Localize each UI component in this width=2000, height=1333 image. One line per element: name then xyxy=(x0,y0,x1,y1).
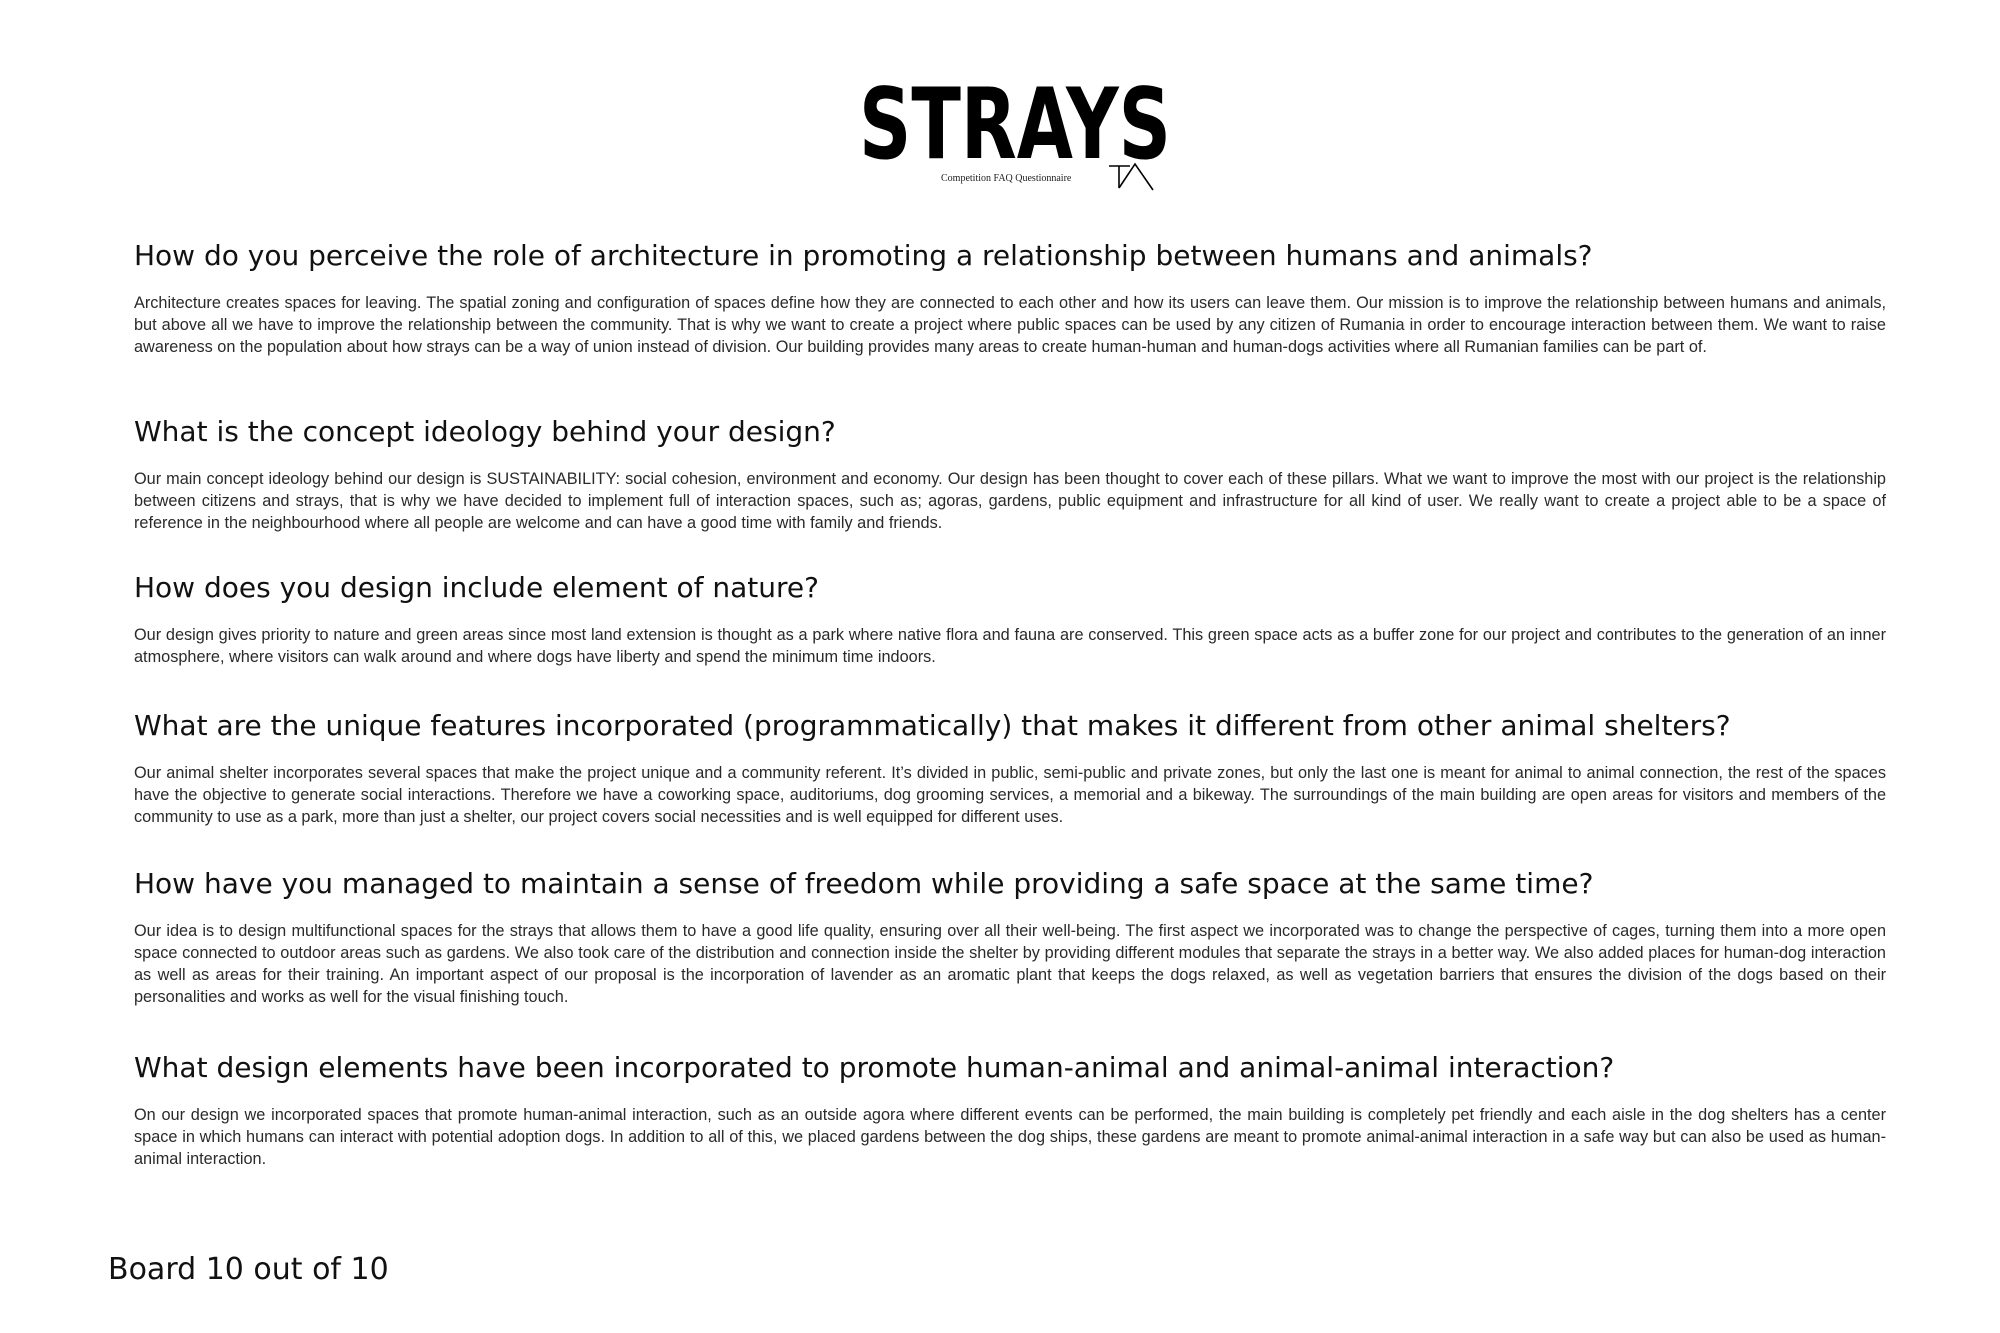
faq-item-3 xyxy=(134,570,1886,668)
faq-answer: Our main concept ideology behind our design is SUSTAINABILITY: social cohesion, environment and economy. Our design has been thought to cover each of these pillars. What we want to improve the most with our project is the relationship between citizens and strays, that is why we have decided to implement full of interaction spaces, such as; agoras, gardens, public equipment and infrastructure for all kind of user. We really want to create a project able to be a space of reference in the neighbourhood where all people are welcome and can have a good time with family and friends. xyxy=(134,470,1886,532)
board-counter: Board 10 out of 10 xyxy=(108,1252,389,1287)
faq-question: What are the unique features incorporated (programmatically) that makes it different from other animal shelters? xyxy=(134,709,1731,742)
faq-item-1 xyxy=(134,238,1886,358)
faq-item-4 xyxy=(134,708,1886,828)
faq-answer: Our animal shelter incorporates several spaces that make the project unique and a community referent. It’s divided in public, semi-public and private zones, but only the last one is meant for animal to animal connection, the rest of the spaces have the objective to generate social interactions. Therefore we have a coworking space, auditoriums, dog grooming services, a memorial and a bikeway. The surroundings of the main building are open areas for visitors and members of the community to use as a park, more than just a shelter, our project covers social necessities and is well equipped for different uses. xyxy=(134,764,1886,826)
faq-question: What design elements have been incorporated to promote human-animal and animal-animal interaction? xyxy=(134,1051,1615,1084)
faq-question: How have you managed to maintain a sense of freedom while providing a safe space at the same time? xyxy=(134,867,1594,900)
faq-item-6 xyxy=(134,1050,1886,1170)
faq-question: How do you perceive the role of architecture in promoting a relationship between humans and animals? xyxy=(134,239,1593,272)
faq-item-5 xyxy=(134,866,1886,1008)
faq-answer: Our design gives priority to nature and green areas since most land extension is thought as a park where native flora and fauna are conserved. This green space acts as a buffer zone for our project and contributes to the generation of an inner atmosphere, where visitors can walk around and where dogs have liberty and spend the minimum time indoors. xyxy=(134,626,1886,666)
logo-text: STRAYS xyxy=(859,70,1171,170)
faq-question: What is the concept ideology behind your design? xyxy=(134,415,836,448)
strays-logo xyxy=(855,70,1175,170)
faq-answer: Architecture creates spaces for leaving. The spatial zoning and configuration of spaces define how they are connected to each other and how its users can leave them. Our mission is to improve the relationship between humans and animals, but above all we have to improve the relationship between the community. That is why we want to create a project where public spaces can be used by any citizen of Rumania in order to encourage interaction between them. We want to raise awareness on the population about how strays can be a way of union instead of division. Our building provides many areas to create human-human and human-dogs activities where all Rumanian families can be part of. xyxy=(134,294,1886,356)
faq-answer: On our design we incorporated spaces that promote human-animal interaction, such as an outside agora where different events can be performed, the main building is completely pet friendly and each aisle in the dog shelters has a center space in which humans can interact with potential adoption dogs. In addition to all of this, we placed gardens between the dog ships, these gardens are meant to promote animal-animal interaction in a safe way but can also be used as human-animal interaction. xyxy=(134,1106,1886,1168)
ta-monogram-icon xyxy=(1108,162,1158,192)
logo-subtitle: Competition FAQ Questionnaire xyxy=(941,173,1072,184)
faq-answer: Our idea is to design multifunctional spaces for the strays that allows them to have a good life quality, ensuring over all their well-being. The first aspect we incorporated was to change the perspective of cages, turning them into a more open space connected to outdoor areas such as gardens. We also took care of the distribution and connection inside the shelter by providing different modules that separate the strays in a better way. We also added places for human-dog interaction as well as areas for their training. An important aspect of our proposal is the incorporation of lavender as an aromatic plant that keeps the dogs relaxed, as well as vegetation barriers that ensures the division of the dogs based on their personalities and works as well for the visual finishing touch. xyxy=(134,922,1886,1006)
faq-item-2 xyxy=(134,414,1886,534)
faq-question: How does you design include element of nature? xyxy=(134,571,819,604)
header xyxy=(855,70,1175,195)
